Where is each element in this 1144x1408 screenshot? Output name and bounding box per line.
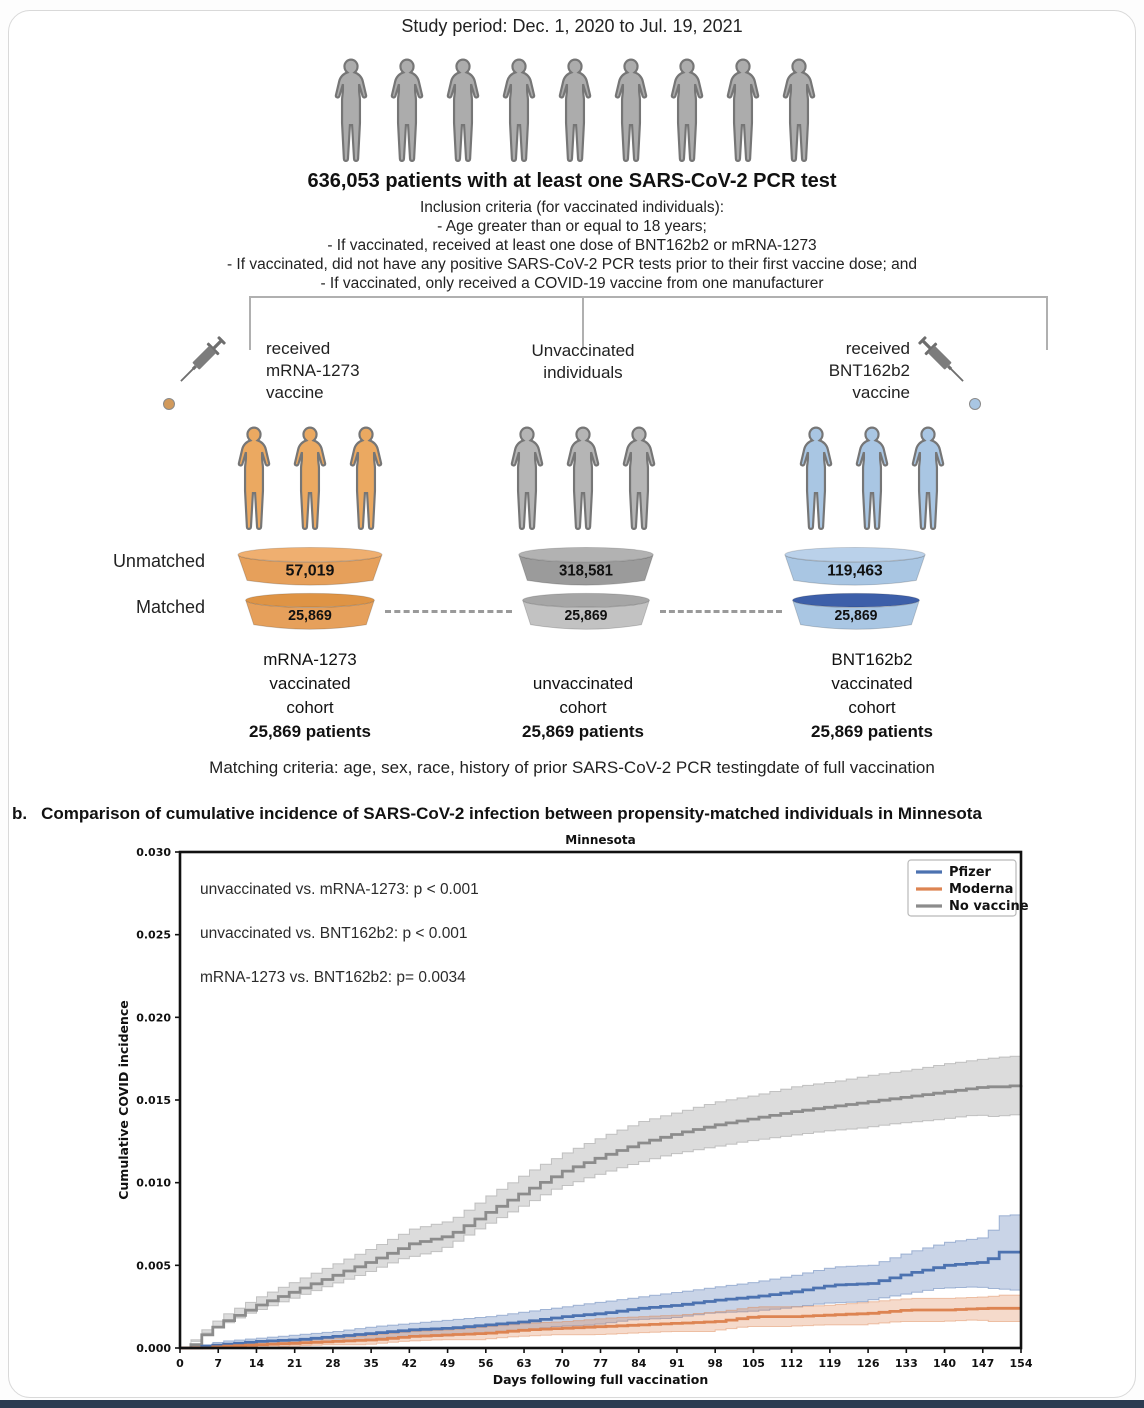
- y-tick-label: 0.030: [136, 846, 171, 859]
- people-group-moderna: [230, 424, 390, 536]
- person-silhouette: [616, 60, 646, 161]
- study-period-title: Study period: Dec. 1, 2020 to Jul. 19, 2021: [401, 16, 743, 36]
- text-line: vaccinated: [831, 674, 913, 693]
- syringe-icon: [902, 330, 986, 414]
- x-tick-label: 105: [741, 1357, 765, 1370]
- person-icon: [286, 424, 334, 536]
- person-silhouette: [512, 428, 542, 529]
- person-icon: [230, 424, 278, 536]
- x-tick-label: 49: [439, 1357, 456, 1370]
- branch-label-unvaccinated: [483, 340, 683, 384]
- x-tick-label: 77: [592, 1357, 609, 1370]
- person-icon: [792, 424, 840, 536]
- person-icon: [719, 56, 767, 168]
- cohort-text-unvaccinated: [483, 672, 683, 744]
- person-silhouette: [913, 428, 943, 529]
- cohort-disk: [516, 546, 656, 588]
- person-icon: [615, 424, 663, 536]
- person-icon: [663, 56, 711, 168]
- text-line: vaccine: [266, 383, 324, 402]
- panel-b-heading: [12, 804, 1132, 824]
- person-icon: [439, 56, 487, 168]
- disk-count: 25,869: [288, 608, 332, 625]
- y-tick-label: 0.015: [136, 1094, 171, 1107]
- person-icon: [383, 56, 431, 168]
- x-tick-label: 154: [1009, 1357, 1033, 1370]
- x-tick-label: 84: [631, 1357, 647, 1370]
- x-tick-label: 119: [818, 1357, 842, 1370]
- x-tick-label: 70: [554, 1357, 570, 1370]
- cohort-disk: [782, 546, 928, 588]
- cohort-text-pfizer: [772, 648, 972, 744]
- person-icon: [607, 56, 655, 168]
- x-tick-label: 133: [894, 1357, 918, 1370]
- row-label-matched: Matched: [135, 597, 205, 617]
- cohort-disk: [790, 592, 922, 632]
- x-tick-label: 98: [707, 1357, 723, 1370]
- bottom-bar: [0, 1400, 1144, 1408]
- text-line: cohort: [286, 698, 334, 717]
- disk-count: 119,463: [827, 562, 883, 580]
- person-silhouette: [801, 428, 831, 529]
- inclusion-criteria-line: - If vaccinated, only received a COVID-19 vaccine from one manufacturer: [320, 275, 824, 292]
- text-line: received: [266, 339, 331, 358]
- x-tick-label: 28: [325, 1357, 341, 1370]
- vaccine-drop-icon: [970, 399, 981, 410]
- person-icon: [551, 56, 599, 168]
- y-tick-label: 0.025: [136, 928, 171, 942]
- cohort-count: 25,869 patients: [811, 722, 933, 741]
- x-tick-label: 63: [516, 1357, 532, 1370]
- row-label-unmatched: Unmatched: [112, 551, 205, 571]
- text-line: vaccine: [852, 383, 910, 402]
- x-tick-label: 42: [401, 1357, 418, 1370]
- text-line: cohort: [559, 698, 607, 717]
- cohort-count: 25,869 patients: [522, 722, 644, 741]
- inclusion-criteria-line: - Age greater than or equal to 18 years;: [437, 218, 707, 235]
- syringe-icon: [158, 330, 242, 419]
- inclusion-criteria-line: - If vaccinated, received at least one dose of BNT162b2 or mRNA-1273: [327, 237, 817, 254]
- person-silhouette: [560, 60, 590, 161]
- x-tick-label: 0: [176, 1357, 184, 1370]
- y-tick-label: 0.005: [136, 1259, 171, 1273]
- legend-label: No vaccine: [949, 899, 1029, 914]
- branch-label-pfizer: [770, 338, 910, 404]
- x-tick-label: 91: [669, 1357, 685, 1370]
- panel-b-letter: b.: [12, 804, 28, 823]
- disk-count: 57,019: [285, 562, 335, 580]
- x-tick-label: 140: [933, 1357, 957, 1370]
- person-icon: [848, 424, 896, 536]
- person-silhouette: [624, 428, 654, 529]
- matching-criteria: Matching criteria: age, sex, race, history of prior SARS-CoV-2 PCR testingdate of full vaccination: [209, 758, 935, 777]
- inclusion-criteria-line: - If vaccinated, did not have any positive SARS-CoV-2 PCR tests prior to their first vaccine dose; and: [226, 256, 918, 273]
- person-icon: [495, 56, 543, 168]
- person-silhouette: [504, 60, 534, 161]
- p-value-annotation: unvaccinated vs. BNT162b2: p < 0.001: [200, 925, 468, 942]
- x-tick-label: 126: [856, 1357, 880, 1370]
- person-silhouette: [351, 428, 381, 529]
- text-line: BNT162b2: [828, 361, 910, 380]
- syringe-icon: [902, 330, 986, 419]
- p-value-annotation: mRNA-1273 vs. BNT162b2: p= 0.0034: [200, 969, 466, 986]
- patients-icon-row: [327, 56, 823, 168]
- y-tick-label: 0.000: [136, 1342, 171, 1355]
- cohort-text-moderna: [210, 648, 410, 744]
- person-icon: [559, 424, 607, 536]
- person-silhouette: [448, 60, 478, 161]
- text-line: cohort: [848, 698, 896, 717]
- disk-count: 25,869: [834, 607, 878, 625]
- inclusion-criteria-line: Inclusion criteria (for vaccinated individuals):: [419, 199, 725, 216]
- x-tick-label: 56: [478, 1357, 494, 1370]
- match-connector-line: [385, 610, 512, 613]
- panel-b-title: Comparison of cumulative incidence of SARS-CoV-2 infection between propensity-matched individuals in Minnesota: [41, 804, 982, 823]
- x-tick-label: 112: [780, 1357, 804, 1370]
- person-silhouette: [392, 60, 422, 161]
- text-line: Unvaccinated: [531, 341, 635, 360]
- person-silhouette: [784, 60, 814, 161]
- cumulative-incidence-chart: [0, 830, 1144, 1395]
- person-silhouette: [295, 428, 325, 529]
- x-axis-label: Days following full vaccination: [492, 1372, 709, 1387]
- people-group-pfizer: [792, 424, 952, 536]
- legend-label: Moderna: [949, 882, 1014, 897]
- cohort-disk: [235, 546, 385, 588]
- text-line: mRNA-1273: [263, 650, 357, 669]
- p-value-annotation: unvaccinated vs. mRNA-1273: p < 0.001: [200, 881, 479, 898]
- y-tick-label: 0.020: [136, 1011, 171, 1025]
- person-icon: [904, 424, 952, 536]
- text-line: vaccinated: [269, 674, 351, 693]
- x-tick-label: 147: [971, 1357, 995, 1370]
- cohort-count: 25,869 patients: [249, 722, 371, 741]
- text-line: mRNA-1273: [266, 361, 360, 380]
- person-icon: [503, 424, 551, 536]
- person-silhouette: [336, 60, 366, 161]
- text-line: unvaccinated: [532, 674, 634, 693]
- text-line: individuals: [543, 363, 623, 382]
- vaccine-drop-icon: [164, 399, 175, 410]
- chart-title: Minnesota: [565, 833, 636, 847]
- person-icon: [327, 56, 375, 168]
- x-tick-label: 35: [363, 1357, 379, 1370]
- person-icon: [775, 56, 823, 168]
- x-tick-label: 21: [287, 1357, 303, 1370]
- cohort-disk: [243, 592, 377, 632]
- person-silhouette: [857, 428, 887, 529]
- person-silhouette: [239, 428, 269, 529]
- person-silhouette: [568, 428, 598, 529]
- text-line: received: [845, 339, 910, 358]
- y-axis-label: Cumulative COVID incidence: [116, 1000, 131, 1200]
- x-tick-label: 14: [248, 1357, 265, 1370]
- branch-label-moderna: [266, 338, 360, 404]
- chart-legend: [908, 860, 1029, 916]
- disk-count: 318,581: [559, 562, 613, 580]
- person-silhouette: [672, 60, 702, 161]
- x-tick-label: 7: [214, 1357, 223, 1370]
- people-group-unvaccinated: [503, 424, 663, 536]
- y-tick-label: 0.010: [136, 1176, 171, 1190]
- person-silhouette: [728, 60, 758, 161]
- patients-headline: 636,053 patients with at least one SARS-CoV-2 PCR test: [307, 170, 837, 192]
- cohort-disk: [520, 592, 652, 632]
- legend-label: Pfizer: [949, 865, 991, 880]
- match-connector-line: [660, 610, 782, 613]
- disk-count: 25,869: [564, 607, 608, 625]
- inclusion-criteria-list: [0, 198, 1144, 293]
- syringe-icon: [158, 330, 242, 414]
- person-icon: [342, 424, 390, 536]
- text-line: BNT162b2: [831, 650, 913, 669]
